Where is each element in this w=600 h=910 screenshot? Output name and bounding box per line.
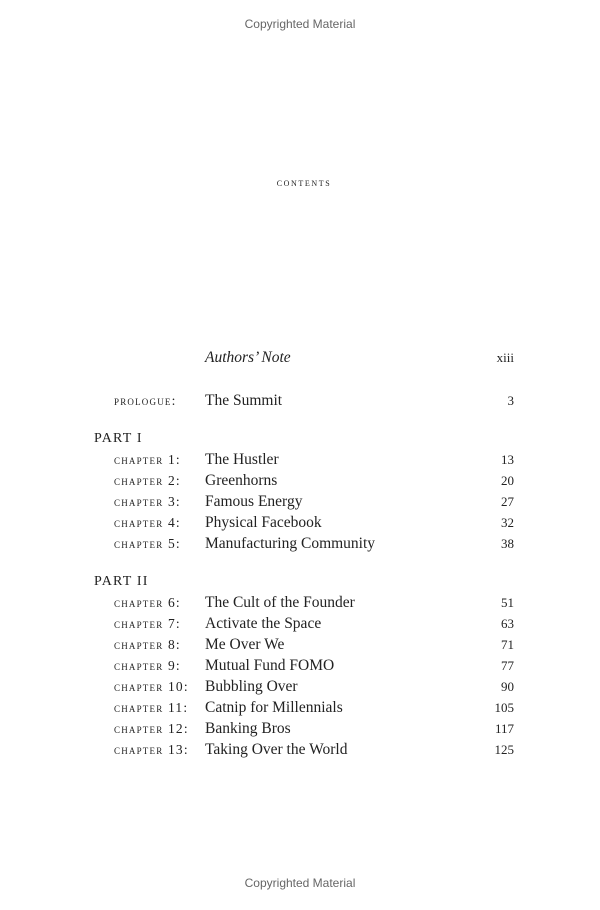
toc-entry-chapter[interactable] — [94, 676, 514, 697]
entry-label: chapter 4: — [114, 515, 181, 530]
entry-title: The Cult of the Founder — [205, 594, 355, 611]
toc-entry-chapter[interactable] — [94, 634, 514, 655]
toc-entry-chapter[interactable] — [94, 613, 514, 634]
entry-label: chapter 6: — [114, 595, 181, 610]
entry-label: chapter 1: — [114, 452, 181, 467]
entry-title: Bubbling Over — [205, 678, 298, 695]
entry-label: chapter 11: — [114, 700, 189, 715]
part-heading: PART II — [94, 574, 149, 589]
entry-label: chapter 5: — [114, 536, 181, 551]
entry-page: 38 — [501, 536, 514, 551]
entry-label: chapter 13: — [114, 742, 189, 757]
entry-title: Authors’ Note — [205, 349, 291, 366]
entry-page: 77 — [501, 658, 514, 673]
table-of-contents — [94, 347, 514, 760]
entry-page: 3 — [507, 393, 514, 408]
toc-entry-chapter[interactable] — [94, 718, 514, 739]
entry-title: Physical Facebook — [205, 514, 322, 531]
entry-label: chapter 2: — [114, 473, 181, 488]
entry-page: 63 — [501, 616, 514, 631]
entry-page: xiii — [496, 350, 514, 365]
part-heading: PART I — [94, 431, 143, 446]
toc-entry-authors-note[interactable] — [94, 347, 514, 368]
toc-entry-prologue[interactable] — [94, 390, 514, 411]
entry-title: The Summit — [205, 392, 283, 409]
entry-label: chapter 3: — [114, 494, 181, 509]
toc-entry-chapter[interactable] — [94, 655, 514, 676]
copyright-watermark-top: Copyrighted Material — [244, 17, 356, 31]
entry-page: 27 — [501, 494, 514, 509]
entry-title: Greenhorns — [205, 472, 278, 489]
entry-label: chapter 12: — [114, 721, 189, 736]
entry-title: Famous Energy — [205, 493, 303, 510]
entry-title: Activate the Space — [205, 615, 322, 632]
contents-heading: contents — [276, 177, 332, 189]
entry-page: 71 — [501, 637, 514, 652]
toc-entry-chapter[interactable] — [94, 592, 514, 613]
toc-entry-chapter[interactable] — [94, 491, 514, 512]
entry-page: 117 — [494, 721, 514, 736]
entry-title: Banking Bros — [205, 720, 291, 737]
entry-title: The Hustler — [205, 451, 279, 468]
toc-entry-chapter[interactable] — [94, 470, 514, 491]
entry-title: Mutual Fund FOMO — [205, 657, 335, 674]
entry-label: chapter 9: — [114, 658, 181, 673]
toc-entry-chapter[interactable] — [94, 512, 514, 533]
entry-page: 105 — [494, 700, 514, 715]
toc-entry-chapter[interactable] — [94, 697, 514, 718]
entry-label: chapter 8: — [114, 637, 181, 652]
entry-label: chapter 7: — [114, 616, 181, 631]
entry-page: 32 — [501, 515, 514, 530]
toc-entry-chapter[interactable] — [94, 739, 514, 760]
entry-title: Manufacturing Community — [205, 535, 376, 552]
entry-page: 125 — [494, 742, 514, 757]
entry-page: 20 — [501, 473, 514, 488]
entry-page: 13 — [501, 452, 514, 467]
entry-label: prologue: — [114, 393, 177, 408]
entry-title: Me Over We — [205, 636, 285, 653]
entry-label: chapter 10: — [114, 679, 189, 694]
entry-page: 90 — [501, 679, 514, 694]
entry-page: 51 — [501, 595, 514, 610]
entry-title: Catnip for Millennials — [205, 699, 343, 716]
copyright-watermark-bottom: Copyrighted Material — [244, 876, 356, 890]
entry-title: Taking Over the World — [205, 741, 348, 758]
toc-entry-chapter[interactable] — [94, 533, 514, 554]
toc-entry-chapter[interactable] — [94, 449, 514, 470]
